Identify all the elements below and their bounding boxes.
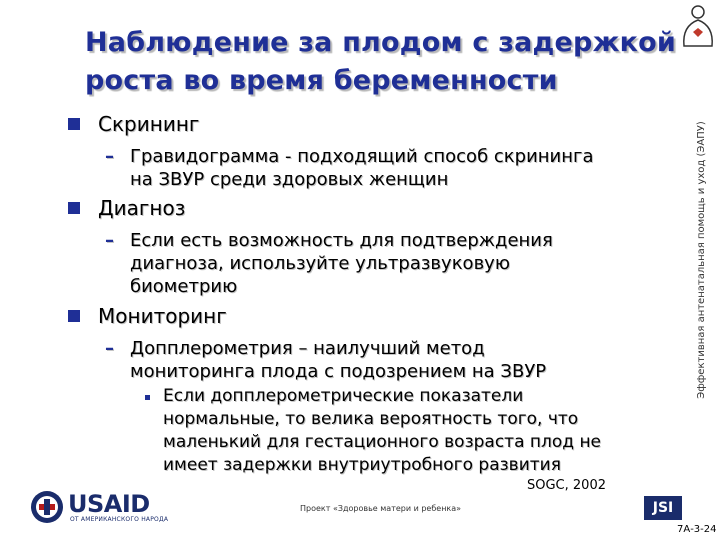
bullet-square-icon (68, 118, 80, 130)
sub-line: на ЗВУР среди здоровых женщин (130, 169, 449, 190)
jsi-logo-icon: JSI (644, 496, 682, 520)
bullet-label: Скрининг (98, 112, 200, 136)
sub-item-diagnosis (105, 229, 553, 298)
dash-icon: – (105, 338, 114, 359)
title-line-1: Наблюдение за плодом с задержкой (85, 27, 677, 58)
footer-project: Проект «Здоровье матери и ребенка» (300, 504, 462, 513)
bullet-square-icon (68, 310, 80, 322)
bullet-label: Мониторинг (98, 304, 227, 328)
usaid-logo-text (68, 490, 150, 518)
slide-number: 7А-3-24 (677, 524, 717, 535)
dash-icon: – (105, 146, 114, 167)
mother-child-logo-icon (676, 2, 720, 50)
bullet-label: Диагноз (98, 196, 186, 220)
bullet-dot-icon (145, 395, 150, 400)
source-citation: SOGC, 2002 (527, 478, 606, 493)
sidebar-vertical-text: Эффективная антенатальная помощь и уход (ЭАПУ) (696, 121, 707, 399)
sub-line: биометрию (130, 276, 238, 297)
slide-title (85, 24, 685, 100)
usaid-text: USAID (68, 490, 150, 518)
title-line-2: роста во время беременности (85, 65, 558, 96)
sub-item-monitoring (105, 337, 547, 383)
bullet-monitoring (98, 304, 227, 328)
sub-sub-line: Если допплерометрические показатели (163, 386, 524, 406)
sub-item-screening (105, 145, 594, 191)
bullet-diagnosis (98, 196, 185, 220)
bullet-square-icon (68, 202, 80, 214)
usaid-subtitle: ОТ АМЕРИКАНСКОГО НАРОДА (70, 516, 169, 523)
sub-line: диагноза, используйте ультразвуковую (130, 253, 510, 274)
bullet-screening (98, 112, 199, 136)
sub-sub-line: нормальные, то велика вероятность того, что (163, 409, 579, 429)
sub-line: Гравидограмма - подходящий способ скрининга (130, 146, 594, 167)
sub-line: мониторинга плода с подозрением на ЗВУР (130, 361, 547, 382)
dash-icon: – (105, 230, 114, 251)
sub-sub-line: имеет задержки внутриутробного развития (163, 455, 561, 475)
sub-sub-line: маленький для гестационного возраста плод не (163, 432, 602, 452)
sub-line: Допплерометрия – наилучший метод (130, 338, 485, 359)
sub-line: Если есть возможность для подтверждения (130, 230, 553, 251)
usaid-seal-icon (30, 490, 64, 524)
sub-sub-item-doppler (163, 385, 601, 477)
